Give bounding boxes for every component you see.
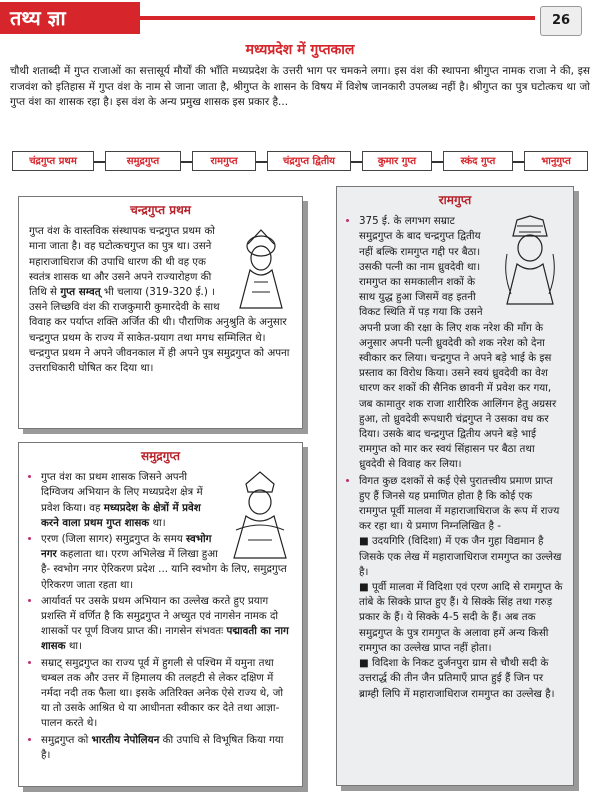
page-header: [0, 0, 600, 40]
header-rule: [140, 16, 535, 20]
list-item: • विगत कुछ दशकों से कई ऐसे पुरातत्त्वीय प्रमाण प्राप्त हुए हैं जिनसे यह प्रमाणित होता है कि कोई एक रामगुप्त पूर्वी मालवा में महाराजाधिराज के रूप में राज्य कर रहा था। ये प्रमाण निम्नलिखित है - ■ उदयगिरि (विदिशा) में एक जैन गुहा विद्यमान है जिसके एक लेख में महाराजाधिराज रामगुप्त का उल्लेख है। ■ पूर्वी मालवा में विदिशा एवं एरण आदि से रामगुप्त के तांबे के सिक्के प्राप्त हुए हैं। ये सिक्के सिंह तथा गरुड़ प्रकार के हैं। ये सिक्के 4-5 सदी के हैं। अब तक समुद्रगुप्त के पुत्र रामगुप्त के अलावा हमें अन्य किसी रामगुप्त का उल्लेख प्राप्त नहीं होता। ■ विदिशा के निकट दुर्जनपुरा ग्राम से चौथी सदी के उत्तरार्द्ध की तीन जैन प्रतिमाएँ प्राप्त हुई हैं जिन पर ब्राम्ही लिपि में महाराजाधिराज रामगुप्त का उल्लेख है।: [359, 474, 563, 702]
list-item: • आर्यावर्त पर उसके प्रथम अभियान का उल्लेख करते हुए प्रयाग प्रशस्ति में वर्णित है कि समुद्रगुप्त ने अच्युत एवं नागसेन नामक दो शासकों पर पूर्ण विजय प्राप्त की। नागसेन संभवतः पद्मावती का नाग शासक था।: [41, 594, 292, 655]
list-item: • सम्राट् समुद्रगुप्त का राज्य पूर्व में हुगली से पश्चिम में यमुना तथा चम्बल तक और उत्तर में हिमालय की तलहटी से लेकर दक्षिण में नर्मदा नदी तक फैला था। इसके अतिरिक्त अनेक ऐसे राज्य थे, जो या तो उसके आश्रित थे या आधीनता स्वीकार कर देते तथा आज्ञा-पालन करते थे।: [41, 656, 292, 732]
page-number: 26: [540, 6, 582, 36]
chandragupta-portrait-illustration: [230, 224, 292, 310]
ruler-flowchart: [12, 151, 588, 173]
evidence-item: ■ विदिशा के निकट दुर्जनपुरा ग्राम से चौथी सदी के उत्तरार्द्ध की तीन जैन प्रतिमाएँ प्राप्त हुई हैं जिन पर ब्राम्ही लिपि में महाराजाधिराज रामगुप्त का उल्लेख है।: [359, 657, 555, 700]
list-item: • गुप्त वंश का प्रथम शासक जिसने अपनी दिग्विजय अभियान के लिए मध्यप्रदेश क्षेत्र में प्रवेश किया। वह मध्यप्रदेश के क्षेत्रों में प्रवेश करने वाला प्रथम गुप्त शासक था।: [41, 470, 292, 531]
evidence-item: ■ पूर्वी मालवा में विदिशा एवं एरण आदि से रामगुप्त के तांबे के सिक्के प्राप्त हुए हैं। ये सिक्के सिंह तथा गरुड़ प्रकार के हैं। ये सिक्के 4-5 सदी के हैं। अब तक समुद्रगुप्त के पुत्र रामगुप्त के अलावा हमें अन्य किसी रामगुप्त का उल्लेख प्राप्त नहीं होता।: [359, 581, 563, 654]
flow-box-skandagupta: स्कंद गुप्त: [443, 151, 513, 171]
flow-box-samudragupta: समुद्रगुप्त: [105, 151, 181, 171]
flow-box-bhanugupta: भानुगुप्त: [524, 151, 588, 171]
flow-box-ramgupta: रामगुप्त: [192, 151, 256, 171]
ramgupta-portrait-illustration: [497, 214, 563, 306]
list-item: • समुद्रगुप्त को भारतीय नेपोलियन की उपाधि से विभूषित किया गया है।: [41, 733, 292, 763]
chandragupta-text: गुप्त वंश के वास्तविक संस्थापक चन्द्रगुप्त प्रथम को माना जाता है। वह घटोत्कचगुप्त का पुत्र था। उसने महाराजाधिराज की उपाधि धारण की थी वह एक स्वतंत्र शासक था और उसने अपने राज्यारोहण की तिथि से गुप्त सम्वत् भी चलाया (319-320 ई.) । उसने लिच्छवि वंश की राजकुमारी कुमारदेवी के साथ विवाह कर पर्याप्त शक्ति अर्जित की थी। पौराणिक अनुश्रुति के अनुसार चन्द्रगुप्त प्रथम के राज्य में साकेत-प्रयाग तथा मगध सम्मिलित थे। चन्द्रगुप्त प्रथम ने अपने जीवनकाल में ही अपने पुत्र समुद्रगुप्त को अपना उत्तराधिकारी घोषित कर दिया था।: [29, 225, 290, 375]
ramgupta-heading: रामगुप्त: [438, 193, 472, 207]
samudragupta-portrait-illustration: [228, 470, 292, 560]
samudragupta-heading: समुद्रगुप्त: [141, 449, 180, 463]
flow-box-kumargupta: कुमार गुप्त: [362, 151, 432, 171]
intro-paragraph: चौथी शताब्दी में गुप्त राजाओं का सत्तासूर्य मौर्यों की भाँति मध्यप्रदेश के उत्तरी भाग पर चमकने लगा। इस वंश की स्थापना श्रीगुप्त नामक राजा ने की, इस राजवंश को इतिहास में गुप्त वंश के नाम से जाना जाता है, श्रीगुप्त के शासन के विषय में विशेष जानकारी उपलब्ध नहीं है। श्रीगुप्त का पुत्र घटोत्कच था जो गुप्त वंश का शासक रहा है। इस वंश के अन्य प्रमुख शासक इस प्रकार है...: [10, 65, 590, 108]
flow-box-chandragupta-2: चंद्रगुप्त द्वितीय: [267, 151, 351, 171]
brand-logo: तथ्य ज्ञा: [0, 2, 140, 34]
flow-box-chandragupta-1: चंद्रगुप्त प्रथम: [12, 151, 94, 171]
samudragupta-panel: [18, 442, 303, 787]
ramgupta-panel: [336, 186, 574, 786]
page-title: मध्यप्रदेश में गुप्तकाल: [245, 42, 355, 58]
list-item: • एरण (जिला सागर) समुद्रगुप्त के समय स्वभोग नगर कहलाता था। एरण अभिलेख में लिखा हुआ है- स्वभोग नगर ऐरिकरण प्रदेश ... यानि स्वभोग के लिए, समुद्रगुप्त ऐरिकरण जाता रहता था।: [41, 532, 292, 593]
chandragupta-heading: चन्द्रगुप्त प्रथम: [130, 203, 191, 217]
evidence-item: ■ उदयगिरि (विदिशा) में एक जैन गुहा विद्यमान है जिसके एक लेख में महाराजाधिराज रामगुप्त का उल्लेख है।: [359, 535, 562, 578]
list-item: • 375 ई. के लगभग सम्राट समुद्रगुप्त के बाद चन्द्रगुप्त द्वितीय नहीं बल्कि रामगुप्त गद्दी पर बैठा। उसकी पत्नी का नाम ध्रुवदेवी था। रामगुप्त का समकालीन शकों के साथ युद्ध हुआ जिसमें वह इतनी विकट स्थिति में पड़ गया कि उसने अपनी प्रजा की रक्षा के लिए शक नरेश की माँग के अनुसार अपनी पत्नी ध्रुवदेवी को शक नरेश को देना स्वीकार कर लिया। चन्द्रगुप्त ने अपने बड़े भाई के इस प्रस्ताव का विरोध किया। उसने स्वयं ध्रुवदेवी का वेश धारण कर शकों की सैनिक छावनी में प्रवेश कर गया, जब कामातुर शक राजा शारीरिक आलिंगन हेतु अग्रसर हुआ, तो ध्रुवदेवी रूपधारी चंद्रगुप्त ने उसका वध कर दिया। उसके बाद चन्द्रगुप्त द्वितीय अपने बड़े भाई रामगुप्त को मार कर स्वयं सिंहासन पर बैठा तथा ध्रुवदेवी से विवाह कर लिया।: [359, 214, 563, 472]
chandragupta-panel: [18, 196, 303, 429]
